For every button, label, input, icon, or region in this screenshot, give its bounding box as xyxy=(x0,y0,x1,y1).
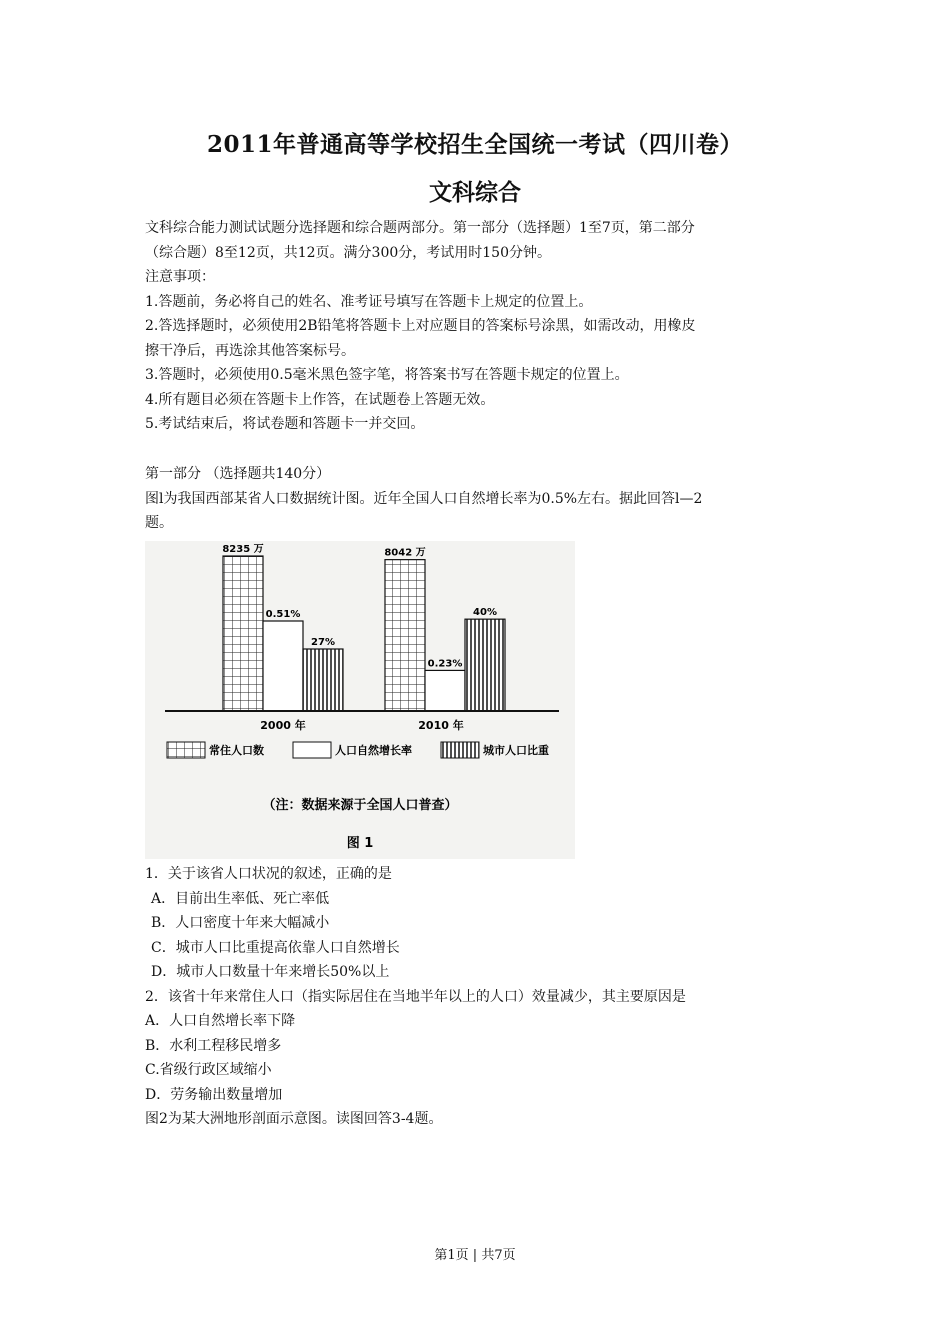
instructions xyxy=(145,216,805,437)
question-option: B．水利工程移民增多 xyxy=(145,1037,282,1054)
bar-natural-growth-rate xyxy=(263,621,303,711)
bar-resident-population xyxy=(223,556,263,711)
bar-value-label: 8042 万 xyxy=(384,547,426,559)
figure-1 xyxy=(145,541,575,859)
intro-line: 文科综合能力测试试题分选择题和综合题两部分。第一部分（选择题）1至7页，第二部分 xyxy=(145,220,695,236)
intro-line: 擦干净后，再选涂其他答案标号。 xyxy=(145,342,355,359)
figure-caption: 图 1 xyxy=(346,836,374,851)
intro-line: 注意事项： xyxy=(145,269,215,285)
exam-subtitle: 文科综合 xyxy=(429,179,521,206)
part-line: 题。 xyxy=(145,515,173,531)
intro-line: 1.答题前，务必将自己的姓名、准考证号填写在答题卡上规定的位置上。 xyxy=(145,293,593,310)
questions xyxy=(145,862,805,1132)
legend xyxy=(167,742,549,758)
intro-line: （综合题）8至12页，共12页。满分300分，考试用时150分钟。 xyxy=(145,244,551,261)
category-label: 2010 年 xyxy=(418,719,464,732)
bar-urban-share xyxy=(303,649,343,711)
category-label: 2000 年 xyxy=(260,719,306,732)
question-option: C.省级行政区域缩小 xyxy=(145,1062,272,1078)
question-stem: 2．该省十年来常住人口（指实际居住在当地半年以上的人口）效量减少，其主要原因是 xyxy=(145,988,686,1005)
question-option: C．城市人口比重提高依靠人口自然增长 xyxy=(151,939,400,956)
bar-resident-population xyxy=(385,560,425,711)
bar-value-label: 27% xyxy=(311,637,335,648)
question-option: A．人口自然增长率下降 xyxy=(145,1013,296,1029)
bar-value-label: 8235 万 xyxy=(222,544,264,555)
bar-natural-growth-rate xyxy=(425,670,465,711)
bar-urban-share xyxy=(465,619,505,711)
legend-label: 人口自然增长率 xyxy=(335,744,412,757)
bar-value-label: 0.23% xyxy=(427,658,463,670)
legend-swatch-grid xyxy=(167,742,205,758)
exam-title: 2011年普通高等学校招生全国统一考试（四川卷） xyxy=(206,131,743,158)
bar-value-label: 40% xyxy=(473,607,497,619)
data-source-note: （注：数据来源于全国人口普查） xyxy=(262,798,458,813)
intro-line: 3.答题时，必须使用0.5毫米黑色签字笔，将答案书写在答题卡规定的位置上。 xyxy=(145,367,629,383)
population-chart xyxy=(145,541,575,859)
legend-swatch-vertical xyxy=(441,742,479,758)
question-option: B．人口密度十年来大幅减小 xyxy=(151,915,330,931)
page-footer: 第1页 | 共7页 xyxy=(434,1248,516,1263)
bar-value-label: 0.51% xyxy=(265,609,301,620)
intro-line: 5.考试结束后，将试卷题和答题卡一并交回。 xyxy=(145,416,425,432)
intro-line: 4.所有题目必须在答题卡上作答，在试题卷上答题无效。 xyxy=(145,391,495,408)
part-heading: 第一部分 （选择题共140分） xyxy=(145,466,331,482)
legend-swatch-plain xyxy=(293,742,331,758)
part-one xyxy=(145,462,805,536)
question-stem: 1．关于该省人口状况的叙述，正确的是 xyxy=(145,866,392,882)
question-option: A．目前出生率低、死亡率低 xyxy=(151,890,330,907)
part-line: 图l为我国西部某省人口数据统计图。近年全国人口自然增长率为0.5%左右。据此回答l—2 xyxy=(145,490,703,507)
intro-line: 2.答选择题时，必须使用2B铅笔将答题卡上对应题目的答案标号涂黑，如需改动，用橡皮 xyxy=(145,318,696,334)
next-figure-intro: 图2为某大洲地形剖面示意图。读图回答3-4题。 xyxy=(145,1111,443,1127)
question-option: D．劳务输出数量增加 xyxy=(145,1086,283,1103)
question-option: D．城市人口数量十年来增长50%以上 xyxy=(151,964,390,980)
legend-label: 常住人口数 xyxy=(209,744,264,757)
legend-label: 城市人口比重 xyxy=(483,744,549,757)
